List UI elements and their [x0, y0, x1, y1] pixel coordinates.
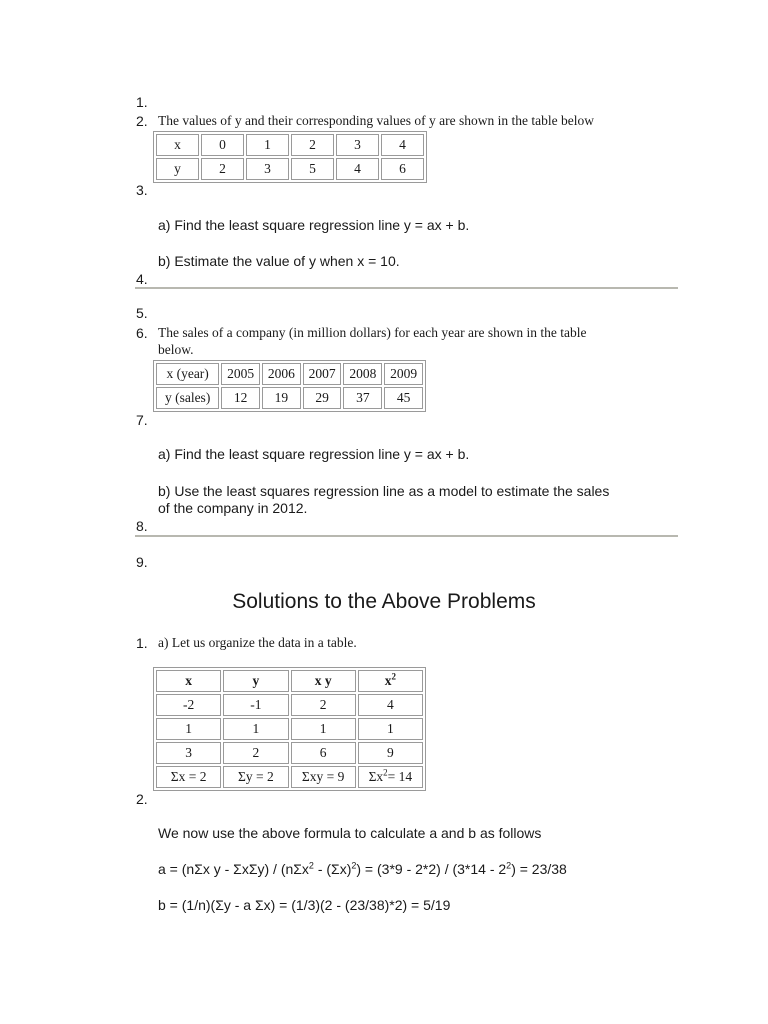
formula-b: b = (1/n)(Σy - a Σx) = (1/3)(2 - (23/38)*2) = 5/19 [158, 897, 451, 913]
list-number-1: 1. [136, 94, 148, 110]
superscript: 2 [391, 671, 396, 682]
table-cell: -1 [223, 694, 288, 716]
problem2-part-b-line2: of the company in 2012. [158, 500, 308, 516]
formula-a-part: - (Σx) [313, 861, 352, 877]
table-cell [358, 766, 423, 788]
divider-1 [135, 287, 678, 289]
table-row [156, 742, 423, 764]
table-cell: 4 [381, 134, 424, 156]
solution-step-a: a) Let us organize the data in a table. [158, 635, 357, 650]
formula-a [158, 861, 567, 877]
table-cell: 3 [246, 158, 289, 180]
table-cell: 2009 [384, 363, 423, 385]
superscript: 2 [351, 860, 357, 871]
table-cell: 2 [201, 158, 244, 180]
table-row [156, 363, 423, 385]
table-cell: y (sales) [156, 387, 219, 409]
table-cell: 2006 [262, 363, 301, 385]
list-number-5: 5. [136, 305, 148, 321]
table-cell: 12 [221, 387, 260, 409]
list-number-7: 7. [136, 412, 148, 428]
problem1-statement: The values of y and their corresponding values of y are shown in the table below [158, 113, 594, 128]
sum-x2-label: Σx [368, 769, 384, 784]
table-cell: 0 [201, 134, 244, 156]
table-row [156, 670, 423, 692]
list-number-4: 4. [136, 271, 148, 287]
problem2-statement-line1: The sales of a company (in million dollars) for each year are shown in the table [158, 325, 587, 340]
table-header-cell: x [156, 670, 221, 692]
list-number-6: 6. [136, 325, 148, 341]
table-cell: 2007 [303, 363, 342, 385]
formula-a-part: ) = 23/38 [511, 861, 567, 877]
problem2-part-b-line1: b) Use the least squares regression line as a model to estimate the sales [158, 483, 610, 499]
table-cell: 4 [358, 694, 423, 716]
table-cell: Σxy = 9 [291, 766, 356, 788]
table-cell: 2 [291, 694, 356, 716]
table-cell: x (year) [156, 363, 219, 385]
table-cell: -2 [156, 694, 221, 716]
list-number-8: 8. [136, 518, 148, 534]
solution-table [153, 667, 426, 791]
table-cell: 2 [223, 742, 288, 764]
problem2-statement-line2: below. [158, 342, 194, 357]
table-row [156, 718, 423, 740]
table-row [156, 158, 424, 180]
formula-a-part: ) = (3*9 - 2*2) / (3*14 - 2 [356, 861, 507, 877]
table-cell: 1 [223, 718, 288, 740]
solutions-title: Solutions to the Above Problems [232, 590, 536, 613]
table-cell: y [156, 158, 199, 180]
table-header-cell: y [223, 670, 288, 692]
superscript: 2 [506, 860, 512, 871]
table-cell: 5 [291, 158, 334, 180]
table-cell: 6 [291, 742, 356, 764]
divider-2 [135, 535, 678, 537]
table-cell: Σx = 2 [156, 766, 221, 788]
table-cell: 4 [336, 158, 379, 180]
table-header-cell: x y [291, 670, 356, 692]
solution-list-number-1: 1. [136, 635, 148, 651]
table-cell: 2008 [343, 363, 382, 385]
list-number-2: 2. [136, 113, 148, 129]
superscript: 2 [308, 860, 314, 871]
problem1-part-b: b) Estimate the value of y when x = 10. [158, 253, 400, 269]
table-row [156, 387, 423, 409]
table-cell: 1 [358, 718, 423, 740]
table-row [156, 694, 423, 716]
formula-a-part: a = (nΣx y - ΣxΣy) / (nΣx [158, 861, 309, 877]
table-cell: 2005 [221, 363, 260, 385]
table-cell: 9 [358, 742, 423, 764]
table-cell: 1 [156, 718, 221, 740]
problem1-part-a: a) Find the least square regression line y = ax + b. [158, 217, 470, 233]
problem2-table [153, 360, 426, 412]
problem2-part-a: a) Find the least square regression line y = ax + b. [158, 446, 470, 462]
solution-intro: We now use the above formula to calculate a and b as follows [158, 825, 542, 841]
table-cell: 3 [156, 742, 221, 764]
table-cell: 6 [381, 158, 424, 180]
table-cell: 1 [291, 718, 356, 740]
sum-x2-value: = 14 [387, 769, 413, 784]
table-cell: 3 [336, 134, 379, 156]
table-cell: 2 [291, 134, 334, 156]
table-cell: 45 [384, 387, 423, 409]
superscript: 2 [383, 767, 388, 778]
table-cell: 29 [303, 387, 342, 409]
problem1-table [153, 131, 427, 183]
table-cell: Σy = 2 [223, 766, 288, 788]
list-number-3: 3. [136, 182, 148, 198]
header-x: x [384, 673, 392, 688]
table-cell: 37 [343, 387, 382, 409]
list-number-9: 9. [136, 554, 148, 570]
table-header-cell [358, 670, 423, 692]
solution-list-number-2: 2. [136, 791, 148, 807]
table-row [156, 134, 424, 156]
table-cell: x [156, 134, 199, 156]
table-row [156, 766, 423, 788]
table-cell: 19 [262, 387, 301, 409]
table-cell: 1 [246, 134, 289, 156]
